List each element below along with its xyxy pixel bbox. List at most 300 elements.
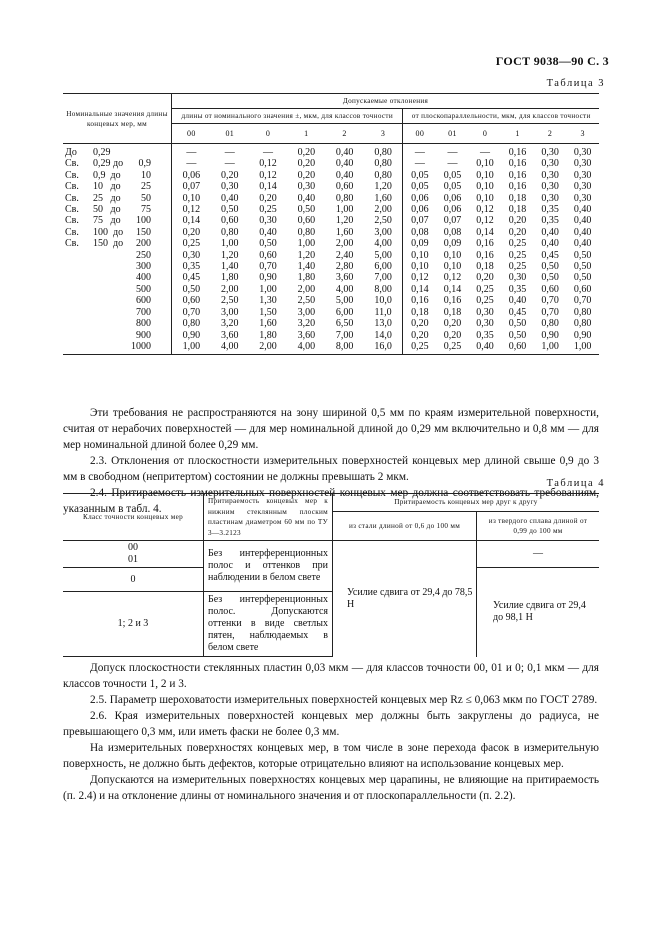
class-column-header: 01 (436, 124, 469, 144)
deviations-header: Допускаемые отклонения (172, 94, 600, 109)
value-cell: 0,50 (573, 261, 592, 273)
length-part: Св. (65, 238, 79, 250)
steel-force: Усилие сдвига от 29,4 до 78,5 Н (333, 541, 477, 657)
value-cell: — (186, 158, 197, 170)
value-cell: 4,00 (364, 238, 403, 249)
nominal-length-cell (63, 158, 172, 169)
nominal-length-cell (63, 215, 172, 226)
value-cell: 1,40 (297, 261, 316, 273)
value-cell: 3,20 (297, 318, 316, 330)
length-part: 200 (136, 238, 151, 250)
nominal-length-cell (63, 204, 172, 215)
class-column-header: 01 (211, 124, 249, 144)
value-cell: 1,00 (259, 283, 277, 295)
value-cell: 0,14 (443, 283, 462, 295)
value-cell: 0,35 (508, 283, 527, 295)
value-cell: 1,20 (221, 249, 239, 261)
value-cell: 0,06 (443, 192, 462, 204)
value-cell: 0,45 (182, 272, 201, 284)
value-cell: 2,00 (249, 341, 287, 355)
value-cell: 0,80 (573, 306, 592, 318)
value-cell: 6,00 (364, 261, 403, 272)
value-cell: 2,40 (335, 249, 354, 261)
table-row (63, 227, 599, 238)
value-cell: 0,07 (411, 215, 429, 227)
value-cell: 0,14 (259, 181, 277, 193)
value-cell: 0,10 (443, 249, 462, 261)
value-cell: 0,12 (182, 204, 201, 216)
value-cell: 1,80 (221, 272, 239, 284)
value-cell: 0,20 (411, 329, 429, 341)
value-cell: 3,60 (221, 329, 239, 341)
value-cell: 0,05 (443, 169, 462, 181)
class-cell: 1; 2 и 3 (63, 592, 204, 657)
value-cell: 0,40 (335, 147, 354, 158)
value-cell: — (224, 158, 235, 170)
value-cell: 2,80 (335, 261, 354, 273)
value-cell: 1,40 (221, 261, 239, 273)
value-cell: 0,14 (182, 215, 201, 227)
value-cell: 4,00 (287, 341, 325, 355)
value-cell: 1,00 (172, 341, 211, 355)
class-column-header: 00 (172, 124, 211, 144)
value-cell: 0,35 (182, 261, 201, 273)
length-part: Св. (65, 158, 79, 170)
steel-header: из стали длиной от 0,6 до 100 мм (333, 512, 477, 541)
value-cell: 0,12 (443, 272, 462, 284)
value-cell: 0,20 (297, 158, 316, 170)
value-cell: 4,00 (335, 283, 354, 295)
class-column-header: 3 (364, 124, 403, 144)
value-cell: 0,12 (476, 215, 494, 227)
value-cell: 0,20 (476, 272, 494, 284)
value-cell: 0,35 (541, 215, 559, 227)
value-cell: 0,20 (297, 147, 316, 158)
paragraph: На измерительных поверхностях концевых мер, в том числе в зоне перехода фасок в измерительную поверхность, не должно быть дефектов, которые отрицательно влияют на использование концевых мер. (63, 742, 599, 770)
value-cell: 0,20 (508, 215, 527, 227)
value-cell: 0,40 (573, 204, 592, 216)
table-row (63, 330, 599, 341)
table-row (63, 181, 599, 192)
value-cell: 0,25 (476, 283, 494, 295)
value-cell: 0,07 (443, 215, 462, 227)
flatness-deviation-header: от плоскопараллельности, мкм, для классов точности (403, 109, 599, 124)
value-cell: 0,09 (411, 238, 429, 250)
class-column-header: 1 (501, 124, 534, 144)
nominal-length-cell (63, 250, 172, 261)
value-cell: 0,60 (501, 341, 534, 355)
value-cell: 1,60 (259, 318, 277, 330)
value-cell: 6,00 (335, 306, 354, 318)
value-cell: 0,30 (541, 192, 559, 204)
length-part: 25 (141, 181, 151, 193)
value-cell: 0,18 (476, 261, 494, 273)
value-cell: 0,70 (182, 306, 201, 318)
nominal-length-cell (63, 318, 172, 329)
table-row (63, 284, 599, 295)
value-cell: 0,25 (508, 249, 527, 261)
value-cell: 0,10 (476, 158, 494, 170)
value-cell: 0,10 (411, 249, 429, 261)
value-cell: 0,40 (573, 215, 592, 227)
class-column-header: 2 (534, 124, 567, 144)
value-cell: 5,00 (364, 250, 403, 261)
value-cell: 0,80 (541, 318, 559, 330)
table-row (63, 272, 599, 283)
nominal-length-cell (63, 261, 172, 272)
value-cell: 0,10 (476, 192, 494, 204)
value-cell: 0,60 (541, 283, 559, 295)
value-cell: 0,40 (221, 192, 239, 204)
length-part: Св. (65, 215, 79, 227)
value-cell: 0,25 (403, 341, 436, 355)
table-row (63, 238, 599, 249)
value-cell: 0,12 (411, 272, 429, 284)
value-cell: 0,06 (411, 204, 429, 216)
nominal-length-cell (63, 295, 172, 306)
value-cell: 1,00 (335, 204, 354, 216)
value-cell: 3,00 (221, 306, 239, 318)
value-cell: 0,70 (259, 261, 277, 273)
value-cell: 0,50 (297, 204, 316, 216)
value-cell: — (447, 158, 458, 170)
value-cell: 0,12 (259, 169, 277, 181)
length-part: 0,9 (138, 158, 151, 170)
value-cell: 0,50 (541, 261, 559, 273)
value-cell: 0,80 (364, 144, 403, 159)
value-cell: 0,05 (411, 169, 429, 181)
value-cell: — (480, 147, 491, 158)
table-row (63, 341, 599, 355)
value-cell: 8,00 (364, 284, 403, 295)
nominal-length-cell (63, 227, 172, 238)
value-cell: 0,90 (541, 329, 559, 341)
paragraph: Допускаются на измерительных поверхностях концевых мер царапины, не влияющие на притираемость (п. 2.4) и на отклонение длины от номинального значения и от плоскопараллельности (п. 2.2). (63, 774, 599, 802)
value-cell: 0,60 (221, 215, 239, 227)
value-cell: 0,10 (476, 169, 494, 181)
length-part: 10 до (93, 181, 121, 193)
glass-lapping-desc: Без интерференционных полос и оттенков при наблюдении в белом свете (204, 541, 333, 592)
alloy-header: из твердого сплава длиной от 0,99 до 100 мм (477, 512, 600, 541)
length-part: 500 (136, 283, 151, 295)
value-cell: 0,20 (508, 226, 527, 238)
tolerance-table (63, 93, 599, 355)
value-cell: 1,00 (566, 341, 599, 355)
value-cell: 0,45 (508, 306, 527, 318)
table-row (63, 204, 599, 215)
value-cell: — (186, 147, 197, 158)
value-cell: 1,60 (364, 193, 403, 204)
value-cell: 0,45 (541, 249, 559, 261)
value-cell: 0,20 (443, 329, 462, 341)
table3-caption: Таблица 3 (546, 78, 605, 89)
value-cell: 0,70 (541, 306, 559, 318)
value-cell: 0,50 (573, 272, 592, 284)
length-part: 700 (136, 306, 151, 318)
table-row (63, 158, 599, 169)
value-cell: 0,30 (541, 147, 559, 158)
nominal-length-cell (63, 181, 172, 192)
value-cell: 0,30 (221, 181, 239, 193)
value-cell: 0,60 (335, 181, 354, 193)
value-cell: 0,20 (259, 192, 277, 204)
value-cell: 0,40 (541, 226, 559, 238)
table-row (63, 193, 599, 204)
value-cell: 0,20 (443, 318, 462, 330)
value-cell: 6,50 (335, 318, 354, 330)
value-cell: 0,16 (476, 249, 494, 261)
class-column-header: 3 (566, 124, 599, 144)
value-cell: 0,50 (182, 283, 201, 295)
value-cell: 3,60 (297, 329, 316, 341)
value-cell: 2,50 (364, 215, 403, 226)
value-cell: 1,00 (221, 238, 239, 250)
value-cell: 0,16 (508, 147, 527, 158)
paragraph: 2.5. Параметр шероховатости измерительных поверхностей концевых мер Rz ≤ 0,063 мкм по ГОСТ 2789. (90, 694, 598, 706)
value-cell: 11,0 (364, 307, 403, 318)
value-cell: 0,50 (259, 238, 277, 250)
glass-lapping-desc: Без интерференционных полос. Допускаются оттенки в виде светлых пятен, наблюдаемых в белом свете (204, 592, 333, 657)
value-cell: 0,40 (335, 158, 354, 170)
value-cell: 0,90 (573, 329, 592, 341)
table-row (63, 250, 599, 261)
length-part: Св. (65, 192, 79, 204)
class-column-header: 2 (325, 124, 363, 144)
value-cell: 0,10 (476, 181, 494, 193)
value-cell: 0,60 (259, 249, 277, 261)
value-cell: 0,25 (508, 238, 527, 250)
value-cell: 3,20 (221, 318, 239, 330)
value-cell: 0,50 (541, 272, 559, 284)
value-cell: 0,35 (541, 204, 559, 216)
nominal-length-cell (63, 170, 172, 181)
value-cell: 0,80 (364, 170, 403, 181)
value-cell: 8,00 (325, 341, 363, 355)
value-cell: 1,20 (297, 249, 316, 261)
value-cell: 0,40 (573, 226, 592, 238)
value-cell: 0,50 (573, 249, 592, 261)
value-cell: 0,18 (443, 306, 462, 318)
value-cell: 0,40 (259, 226, 277, 238)
value-cell: 0,30 (573, 169, 592, 181)
value-cell: 2,00 (221, 283, 239, 295)
value-cell: 0,90 (182, 329, 201, 341)
table-row (63, 295, 599, 306)
value-cell: 0,70 (541, 295, 559, 307)
value-cell: 0,20 (221, 169, 239, 181)
value-cell: 0,25 (476, 295, 494, 307)
length-part: 75 до (93, 215, 121, 227)
value-cell: 0,07 (182, 181, 201, 193)
value-cell: 0,20 (182, 226, 201, 238)
value-cell: 0,20 (411, 318, 429, 330)
value-cell: 1,20 (364, 181, 403, 192)
value-cell: 1,30 (259, 295, 277, 307)
table-row (63, 215, 599, 226)
value-cell: 0,12 (259, 158, 277, 170)
value-cell: 7,00 (364, 272, 403, 283)
value-cell: 3,00 (297, 306, 316, 318)
length-part: 150 (136, 226, 151, 238)
value-cell: — (414, 158, 425, 170)
value-cell: 0,40 (573, 238, 592, 250)
value-cell: 0,16 (443, 295, 462, 307)
value-cell: 2,00 (335, 238, 354, 250)
value-cell: 0,30 (476, 306, 494, 318)
value-cell: 0,30 (541, 181, 559, 193)
length-part: 50 (141, 192, 151, 204)
value-cell: 3,00 (364, 227, 403, 238)
value-cell: 0,05 (443, 181, 462, 193)
value-cell: 1,80 (259, 329, 277, 341)
table-row (63, 170, 599, 181)
nominal-length-cell (63, 330, 172, 341)
value-cell: 0,06 (443, 204, 462, 216)
alloy-dash: — (477, 541, 600, 568)
value-cell: 0,30 (259, 215, 277, 227)
class-cell: 0 (63, 568, 204, 592)
value-cell: 0,25 (508, 261, 527, 273)
length-part: Св. (65, 181, 79, 193)
length-part: 25 до (93, 192, 121, 204)
length-part: 50 до (93, 204, 121, 216)
value-cell: 0,90 (259, 272, 277, 284)
length-part: 600 (136, 295, 151, 307)
value-cell: 0,16 (508, 158, 527, 170)
class-column-header: 0 (469, 124, 502, 144)
nominal-length-cell (63, 284, 172, 295)
class-column-header: 1 (287, 124, 325, 144)
table-row (63, 261, 599, 272)
value-cell: 0,40 (469, 341, 502, 355)
text-block-2 (63, 660, 599, 804)
table-row (63, 144, 599, 159)
value-cell: 0,60 (297, 215, 316, 227)
length-part: 800 (136, 318, 151, 330)
class-header: Класс точности концевых мер (63, 494, 204, 541)
value-cell: 0,18 (508, 204, 527, 216)
length-part: 10 (141, 169, 151, 181)
value-cell: 0,50 (508, 329, 527, 341)
nominal-length-cell (63, 341, 172, 355)
value-cell: 3,60 (335, 272, 354, 284)
value-cell: 1,00 (534, 341, 567, 355)
value-cell: 0,16 (476, 238, 494, 250)
nominal-length-cell (63, 193, 172, 204)
value-cell: 0,80 (297, 226, 316, 238)
value-cell: 1,50 (259, 306, 277, 318)
paragraph: Допуск плоскостности стеклянных пластин 0,03 мкм — для классов точности 00, 01 и 0; 0,1 мкм — для классов точности 1, 2 и 3. (63, 662, 599, 690)
value-cell: 1,60 (335, 226, 354, 238)
value-cell: 0,25 (259, 204, 277, 216)
value-cell: 0,06 (411, 192, 429, 204)
value-cell: 0,40 (508, 295, 527, 307)
value-cell: 0,80 (182, 318, 201, 330)
value-cell: 0,14 (476, 226, 494, 238)
alloy-force: Усилие сдвига от 29,4 до 98,1 Н (493, 600, 586, 624)
value-cell: 0,60 (573, 283, 592, 295)
nominal-length-cell (63, 144, 172, 159)
value-cell: 0,20 (297, 169, 316, 181)
value-cell: 0,25 (436, 341, 469, 355)
value-cell: 2,50 (297, 295, 316, 307)
value-cell: 5,00 (335, 295, 354, 307)
value-cell: 0,16 (411, 295, 429, 307)
value-cell: 0,40 (335, 169, 354, 181)
value-cell: 0,16 (508, 169, 527, 181)
nominal-length-cell (63, 272, 172, 283)
value-cell: 7,00 (335, 329, 354, 341)
class-cell: 00 01 (63, 541, 204, 568)
paragraph: 2.4. Притираемость измерительных поверхностей концевых мер должна соответствовать требованиям, указанным в табл. 4. (63, 487, 599, 515)
table-row (63, 307, 599, 318)
glass-lapping-header: Притираемость концевых мер к нижним стеклянным плоским пластинам диаметром 60 мм по ТУ 3—3.2123 (204, 494, 333, 541)
value-cell: 0,08 (411, 226, 429, 238)
value-cell: 0,30 (573, 158, 592, 170)
value-cell: — (414, 147, 425, 158)
value-cell: 0,80 (221, 226, 239, 238)
value-cell: — (263, 147, 274, 158)
length-part: Св. (65, 169, 79, 181)
value-cell: 0,80 (364, 158, 403, 169)
value-cell: 0,40 (297, 192, 316, 204)
value-cell: 10,0 (364, 295, 403, 306)
value-cell: 0,10 (411, 261, 429, 273)
value-cell: 4,00 (211, 341, 249, 355)
paragraph: 2.3. Отклонения от плоскостности измерительных поверхностей концевых мер длиной свыше 0,9 до 3 мм в свободном (непритертом) состоянии не должны превышать 2 мкм. (63, 455, 599, 483)
value-cell: 0,06 (182, 169, 201, 181)
value-cell: 14,0 (364, 330, 403, 341)
length-part: 100 (136, 215, 151, 227)
value-cell: 0,05 (411, 181, 429, 193)
value-cell: 2,00 (297, 283, 316, 295)
value-cell: 0,14 (411, 283, 429, 295)
value-cell: 0,30 (182, 249, 201, 261)
value-cell: 1,80 (297, 272, 316, 284)
value-cell: 0,25 (182, 238, 201, 250)
length-part: 1000 (131, 340, 151, 352)
value-cell: 0,30 (541, 158, 559, 170)
length-part: 0,29 (93, 147, 111, 158)
length-part: До (65, 147, 77, 158)
nominal-length-cell (63, 238, 172, 249)
length-part: 100 до (93, 226, 124, 238)
lapping-table (63, 493, 599, 657)
value-cell: 2,00 (364, 204, 403, 215)
nominal-length-header: Номинальные значения длины концевых мер, мм (63, 94, 172, 144)
length-deviation-header: длины от номинального значения ±, мкм, для классов точности (172, 109, 403, 124)
value-cell: 0,80 (335, 192, 354, 204)
value-cell: 0,30 (573, 192, 592, 204)
nominal-length-cell (63, 307, 172, 318)
value-cell: 0,30 (297, 181, 316, 193)
value-cell: 0,40 (541, 238, 559, 250)
value-cell: 0,12 (476, 204, 494, 216)
length-part: 250 (136, 249, 151, 261)
value-cell: 0,80 (573, 318, 592, 330)
value-cell: 0,50 (221, 204, 239, 216)
value-cell: 0,18 (508, 192, 527, 204)
value-cell: — (447, 147, 458, 158)
value-cell: 0,09 (443, 238, 462, 250)
length-part: 0,29 до (93, 158, 124, 170)
value-cell: 1,00 (297, 238, 316, 250)
length-part: Св. (65, 226, 79, 238)
class-column-header: 0 (249, 124, 287, 144)
paragraph: Эти требования не распространяются на зону шириной 0,5 мм по краям измерительной поверхности, считая от нерабочих поверхностей — для мер номинальной длиной до 0,29 мм включительно и 0,8 мм — для мер номинальной длиной более 0,29 мм. (63, 407, 599, 451)
value-cell: 0,10 (182, 192, 201, 204)
value-cell: 0,70 (573, 295, 592, 307)
